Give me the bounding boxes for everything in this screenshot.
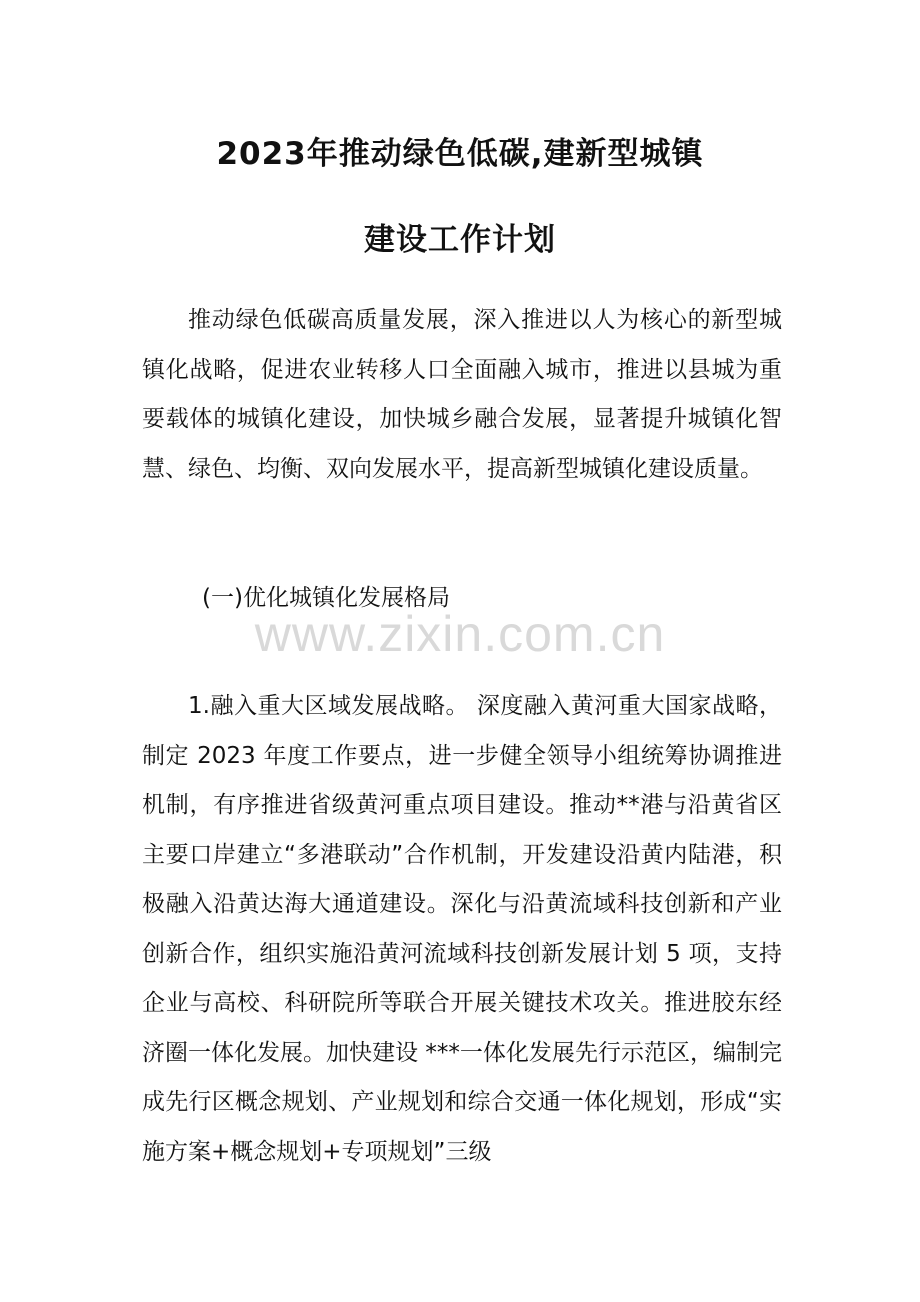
intro-paragraph: 推动绿色低碳高质量发展，深入推进以人为核心的新型城镇化战略，促进农业转移人口全面融入城市，推进以县城为重要载体的城镇化建设，加快城乡融合发展，显著提升城镇化智慧、绿色、均衡、双向发展水平，提高新型城镇化建设质量。 [142,307,782,482]
section-heading: (一)优化城镇化发展格局 [202,585,450,611]
body-paragraph: 1.融入重大区域发展战略。 深度融入黄河重大国家战略，制定 2023 年度工作要点，进一步健全领导小组统筹协调推进机制，有序推进省级黄河重点项目建设。推动**港与沿黄省区主要口岸建立“多港联动”合作机制，开发建设沿黄内陆港，积极融入沿黄达海大通道建设。深化与沿黄流域科技创新和产业创新合作，组织实施沿黄河流域科技创新发展计划 5 项，支持企业与高校、科研院所等联合开展关键技术攻关。推进胶东经济圈一体化发展。加快建设 ***一体化发展先行示范区，编制完成先行区概念规划、产业规划和综合交通一体化规划，形成“实施方案+概念规划+专项规划”三级 [142,693,782,1165]
document-title-line-1: 2023年推动绿色低碳,建新型城镇 [216,136,704,172]
document-title-line-2: 建设工作计划 [364,222,556,258]
watermark-text: www.zixin.com.cn [254,606,666,662]
